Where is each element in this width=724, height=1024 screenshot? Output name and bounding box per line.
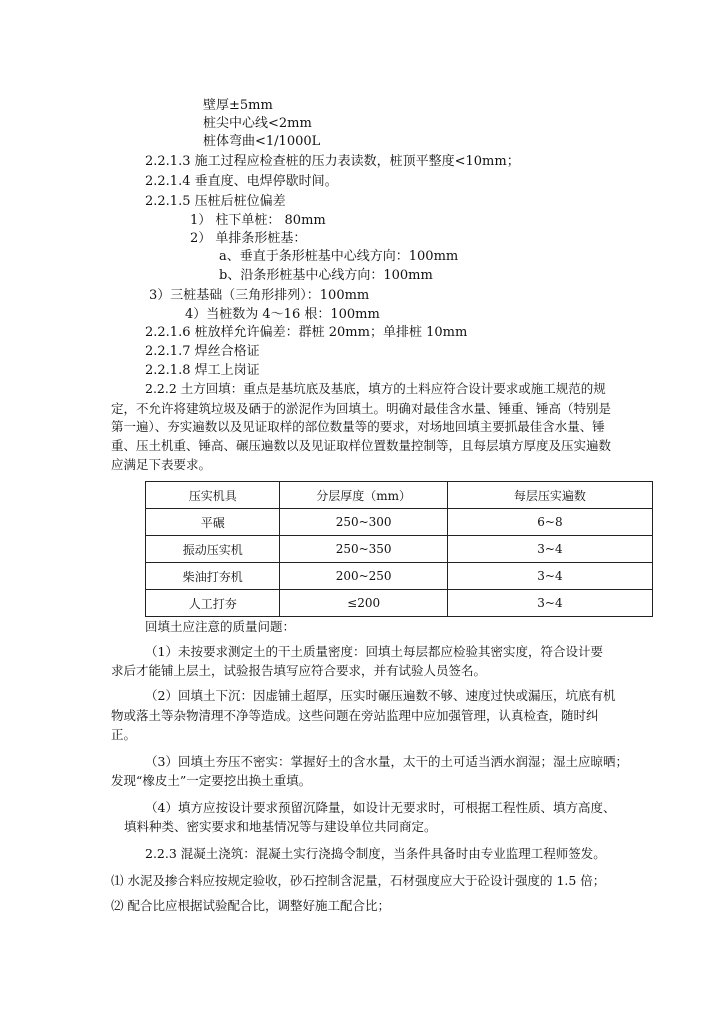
para-earthwork-3: 第一遍）、夯实遍数以及见证取样的部位数量等的要求，对场地回填主要抓最佳含水量、锤 [111,419,605,434]
line-strip-pile: 2） 单排条形桩基： [190,231,307,246]
table-header-row [146,482,653,509]
item-mix-ratio: ⑵ 配合比应根据试验配合比，调整好施工配合比； [111,898,390,913]
table-cell: 3~4 [447,590,652,617]
table-cell: 柴油打夯机 [146,563,280,590]
table-cell: 6~8 [447,509,652,536]
table-cell: 人工打夯 [146,590,280,617]
table-cell: 3~4 [447,536,652,563]
line-2216: 2.2.1.6 桩放样允许偏差：群桩 20mm；单排桩 10mm [145,325,468,340]
line-perpendicular: a、垂直于条形桩基中心线方向：100mm [219,249,459,264]
table-header: 分层厚度（mm） [280,482,447,509]
line-along: b、沿条形桩基中心线方向：100mm [219,268,433,283]
line-pile-tip: 桩尖中心线<2mm [203,116,312,131]
para-earthwork-1: 2.2.2 土方回填：重点是基坑底及基底，填方的土料应符合设计要求或施工规范的规 [145,381,606,396]
table-row [146,536,653,563]
table-cell: 3~4 [447,563,652,590]
issue-1-line-1: （1）未按要求测定土的干土质量密度：回填土每层都应检验其密实度，符合设计要 [145,644,603,659]
line-pile-count: 4）当桩数为 4～16 根：100mm [185,307,380,322]
para-earthwork-2: 定，不允许将建筑垃圾及硒于的淤泥作为回填土。明确对最佳含水量、锤重、锤高（特别是 [111,401,612,416]
issue-2-line-3: 正。 [111,727,137,742]
table-header: 每层压实遍数 [447,482,652,509]
line-2213: 2.2.1.3 施工过程应检查桩的压力表读数，桩顶平整度<10mm； [145,154,520,169]
table-cell: 200~250 [280,563,447,590]
table-row [146,563,653,590]
para-earthwork-4: 重、压土机重、锤高、碾压遍数以及见证取样位置数量控制等，且每层填方厚度及压实遍数 [111,438,612,453]
issue-4-line-2: 填料种类、密实要求和地基情况等与建设单位共同商定。 [124,819,437,834]
para-earthwork-5: 应满足下表要求。 [111,457,212,472]
issue-2-line-1: （2）回填土下沉：因虚铺土超厚，压实时碾压遍数不够、速度过快或漏压，坑底有机 [145,688,616,703]
item-cement: ⑴ 水泥及掺合料应按规定验收，砂石控制含泥量，石材强度应大于砼设计强度的 1.5 倍； [111,873,606,888]
issue-4-line-1: （4）填方应按设计要求预留沉降量，如设计无要求时，可根据工程性质、填方高度、 [145,800,616,815]
issue-1-line-2: 求后才能铺上层土，试验报告填写应符合要求，并有试验人员签名。 [111,663,487,678]
line-2217: 2.2.1.7 焊丝合格证 [145,344,260,359]
para-concrete: 2.2.3 混凝土浇筑：混凝土实行浇捣令制度，当条件具备时由专业监理工程师签发。 [145,846,606,861]
table-row [146,509,653,536]
table-header: 压实机具 [146,482,280,509]
line-2218: 2.2.1.8 焊工上岗证 [145,363,260,378]
table-cell: ≤200 [280,590,447,617]
table-cell: 振动压实机 [146,536,280,563]
line-2215: 2.2.1.5 压桩后桩位偏差 [145,194,286,209]
line-single-pile: 1） 柱下单桩： 80mm [190,213,326,228]
issue-3-line-1: （3）回填土夯压不密实：掌握好土的含水量，太干的土可适当洒水润湿；湿土应晾晒； [145,754,628,769]
issue-3-line-2: 发现“橡皮土”一定要挖出换土重填。 [111,773,312,788]
table-cell: 平碾 [146,509,280,536]
table-row [146,590,653,617]
line-three-pile: 3）三桩基础（三角形排列）：100mm [149,288,370,303]
line-wall-thickness: 壁厚±5mm [203,98,273,113]
after-table-heading: 回填土应注意的质量问题： [145,619,296,634]
issue-2-line-2: 物或落土等杂物清理不净等造成。这些问题在旁站监理中应加强管理，认真检查，随时纠 [111,708,599,723]
line-2214: 2.2.1.4 垂直度、电焊停歇时间。 [145,174,338,189]
compaction-table [145,481,653,617]
line-pile-bend: 桩体弯曲<1/1000L [203,134,321,149]
table-cell: 250~300 [280,509,447,536]
table-cell: 250~350 [280,536,447,563]
